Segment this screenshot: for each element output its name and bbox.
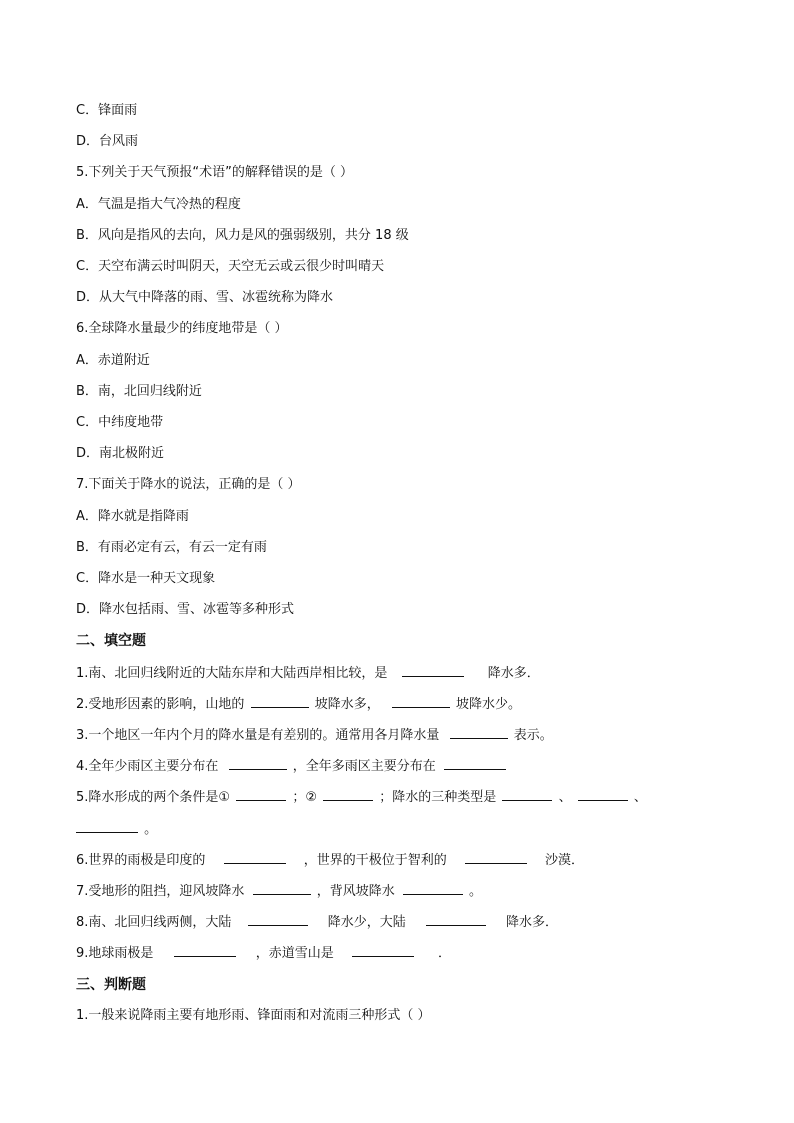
fill-q2-text-c: 坡降水少。 (455, 697, 521, 712)
answer-blank[interactable] (224, 850, 286, 864)
fill-q5-text-e: 、 (633, 790, 647, 805)
fill-q8-text-b: 降水少，大陆 (327, 915, 406, 930)
fill-q5-text-c: ；降水的三种类型是 (379, 790, 497, 805)
fill-q2 (76, 694, 754, 715)
q5-option-b: B．风向是指风的去向，风力是风的强弱级别，共分 18 级 (76, 228, 409, 243)
q5-option-d: D．从大气中降落的雨、雪、冰雹统称为降水 (76, 290, 334, 305)
fill-q2-text-a: 2.受地形因素的影响，山地的 (76, 697, 245, 712)
fill-q9 (76, 943, 754, 964)
q4-option-c: C．锋面雨 (76, 103, 138, 118)
fill-q5-text-d: 、 (558, 790, 572, 805)
q5-option-c: C．天空布满云时叫阴天，天空无云或云很少时叫晴天 (76, 259, 385, 274)
q7-stem: 7.下面关于降水的说法，正确的是（ ） (76, 477, 301, 492)
answer-blank[interactable] (465, 850, 527, 864)
fill-q6-text-b: ，世界的干极位于智利的 (303, 853, 447, 868)
answer-blank[interactable] (502, 787, 552, 801)
answer-blank[interactable] (402, 663, 464, 677)
fill-q3 (76, 725, 754, 746)
answer-blank[interactable] (248, 912, 308, 926)
answer-blank[interactable] (323, 787, 373, 801)
q5-option-a: A．气温是指大气冷热的程度 (76, 197, 241, 212)
fill-q1-text-a: 1.南、北回归线附近的大陆东岸和大陆西岸相比较，是 (76, 666, 388, 681)
fill-q5 (76, 787, 754, 808)
section-true-false-heading: 三、判断题 (76, 977, 146, 993)
fill-q3-text-b: 表示。 (513, 728, 553, 743)
fill-q7-text-c: 。 (468, 884, 482, 899)
fill-q4-text-a: 4.全年少雨区主要分布在 (76, 759, 219, 774)
fill-q5-text-a: 5.降水形成的两个条件是① (76, 790, 231, 805)
q4-option-d: D．台风雨 (76, 134, 139, 149)
fill-q1-text-b: 降水多． (487, 666, 540, 681)
fill-q6-text-a: 6.世界的雨极是印度的 (76, 853, 206, 868)
fill-q1 (76, 663, 754, 684)
fill-q9-text-c: ． (437, 946, 451, 961)
q6-option-a: A．赤道附近 (76, 353, 150, 368)
fill-q4 (76, 756, 754, 777)
fill-q8-text-c: 降水多． (505, 915, 558, 930)
fill-q4-text-b: ，全年多雨区主要分布在 (292, 759, 436, 774)
fill-q7-text-a: 7.受地形的阻挡，迎风坡降水 (76, 884, 245, 899)
fill-q5-text-b: ；② (292, 790, 317, 805)
fill-q3-text-a: 3.一个地区一年内个月的降水量是有差别的。通常用各月降水量 (76, 728, 440, 743)
answer-blank[interactable] (236, 787, 286, 801)
fill-q5-continued (76, 819, 754, 840)
answer-blank[interactable] (174, 943, 236, 957)
fill-q5-text-f: 。 (144, 822, 158, 837)
answer-blank[interactable] (253, 881, 311, 895)
tf-q1: 1.一般来说降雨主要有地形雨、锋面雨和对流雨三种形式（ ） (76, 1008, 431, 1023)
fill-q6-text-c: 沙漠． (544, 853, 584, 868)
answer-blank[interactable] (426, 912, 486, 926)
q7-option-a: A．降水就是指降雨 (76, 509, 189, 524)
answer-blank[interactable] (229, 756, 287, 770)
q5-stem: 5.下列关于天气预报“术语”的解释错误的是（ ） (76, 165, 354, 180)
fill-q9-text-b: ，赤道雪山是 (255, 946, 334, 961)
fill-q6 (76, 850, 754, 871)
answer-blank[interactable] (392, 694, 450, 708)
answer-blank[interactable] (251, 694, 309, 708)
answer-blank[interactable] (450, 725, 508, 739)
q6-stem: 6.全球降水量最少的纬度地带是（ ） (76, 321, 288, 336)
fill-q7 (76, 881, 754, 902)
answer-blank[interactable] (444, 756, 506, 770)
answer-blank[interactable] (578, 787, 628, 801)
q6-option-c: C．中纬度地带 (76, 415, 164, 430)
answer-blank[interactable] (76, 819, 138, 833)
fill-q7-text-b: ，背风坡降水 (316, 884, 395, 899)
fill-q8-text-a: 8.南、北回归线两侧，大陆 (76, 915, 232, 930)
answer-blank[interactable] (403, 881, 463, 895)
fill-q9-text-a: 9.地球雨极是 (76, 946, 154, 961)
q7-option-b: B．有雨必定有云，有云一定有雨 (76, 540, 267, 555)
fill-q8 (76, 912, 754, 933)
section-fill-blank-heading: 二、填空题 (76, 633, 146, 649)
q6-option-d: D．南北极附近 (76, 446, 165, 461)
q7-option-d: D．降水包括雨、雪、冰雹等多种形式 (76, 602, 295, 617)
q7-option-c: C．降水是一种天文现象 (76, 571, 216, 586)
answer-blank[interactable] (352, 943, 414, 957)
fill-q2-text-b: 坡降水多， (314, 697, 380, 712)
q6-option-b: B．南，北回归线附近 (76, 384, 202, 399)
